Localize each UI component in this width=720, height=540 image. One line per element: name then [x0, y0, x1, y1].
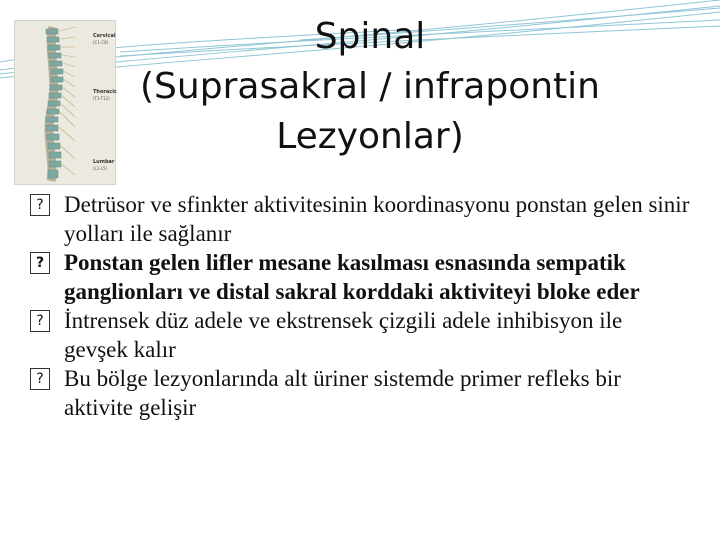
- cervical-range-label: (C1-C8): [93, 40, 109, 45]
- bullet-marker-icon: ?: [30, 252, 50, 274]
- cervical-label: Cervical: [93, 33, 116, 39]
- bullet-item: [30, 364, 690, 422]
- bullet-item: [30, 306, 690, 364]
- bullet-marker-icon: ?: [30, 368, 50, 390]
- bullet-text: Detrüsor ve sfinkter aktivitesinin koordinasyonu ponstan gelen sinir yolları ile sağlanır: [64, 192, 690, 246]
- slide-title: [110, 12, 630, 162]
- bullet-marker-icon: ?: [30, 310, 50, 332]
- lumbar-label: Lumbar: [93, 159, 115, 165]
- bullet-item: [30, 190, 690, 248]
- bullet-text: Ponstan gelen lifler mesane kasılması esnasında sempatik ganglionları ve distal sakral korddaki aktiviteyi bloke eder: [64, 250, 640, 304]
- spine-illustration: [14, 20, 116, 185]
- title-line-3: Lezyonlar): [276, 116, 464, 157]
- bullet-text: Bu bölge lezyonlarında alt üriner sistemde primer refleks bir aktivite gelişir: [64, 366, 621, 420]
- bullet-marker-icon: ?: [30, 194, 50, 216]
- thoracic-label: Thoracic: [93, 89, 117, 95]
- lumbar-range-label: (L1-L5): [93, 166, 108, 171]
- bullet-text: İntrensek düz adele ve ekstrensek çizgili adele inhibisyon ile gevşek kalır: [64, 308, 623, 362]
- thoracic-range-label: (T1-T12): [93, 96, 110, 101]
- bullet-item: [30, 248, 690, 306]
- bullet-list: [30, 190, 690, 422]
- title-line-1: Spinal: [314, 16, 426, 57]
- title-line-2: (Suprasakral / infrapontin: [140, 66, 600, 107]
